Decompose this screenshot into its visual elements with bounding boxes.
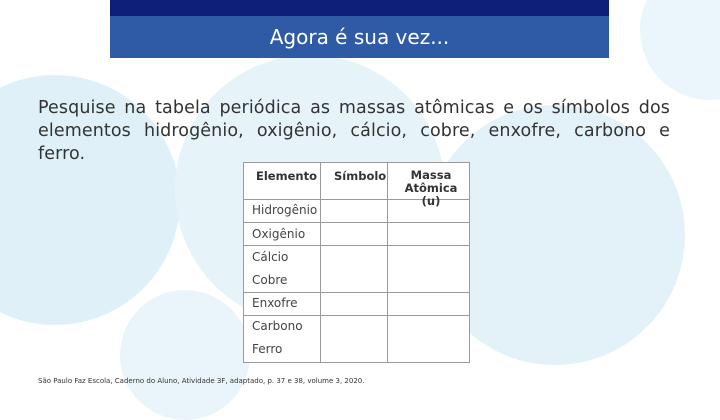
row-divider [244, 315, 469, 316]
element-name: Enxofre [252, 296, 298, 310]
row-divider [244, 222, 469, 223]
header-element: Elemento [256, 169, 317, 183]
table-header-row [244, 163, 469, 208]
element-name: Ferro [252, 342, 283, 356]
element-name: Hidrogênio [252, 203, 318, 217]
background-circle [640, 0, 720, 100]
row-divider [244, 292, 469, 293]
element-name: Cobre [252, 273, 288, 287]
title-banner [110, 0, 609, 58]
slide-title: Agora é sua vez... [269, 25, 450, 49]
header-mass-line1: Massa [410, 168, 452, 182]
background-circle [120, 290, 250, 420]
element-name: Carbono [252, 319, 303, 333]
element-name: Cálcio [252, 250, 289, 264]
source-citation: São Paulo Faz Escola, Caderno do Aluno, Atividade 3F, adaptado, p. 37 e 38, volume 3, 2020. [38, 377, 365, 385]
banner-top-stripe [110, 0, 609, 16]
element-name: Oxigênio [252, 227, 306, 241]
header-atomic-mass [396, 169, 466, 208]
row-divider [244, 245, 469, 246]
instruction-text: Pesquise na tabela periódica as massas atômicas e os símbolos dos elementos hidrogênio, oxigênio, cálcio, cobre, enxofre, carbono e ferro. [38, 98, 670, 164]
elements-table [243, 162, 470, 363]
header-mass-line2: Atômica (u) [404, 181, 458, 208]
header-symbol: Símbolo [334, 169, 387, 183]
